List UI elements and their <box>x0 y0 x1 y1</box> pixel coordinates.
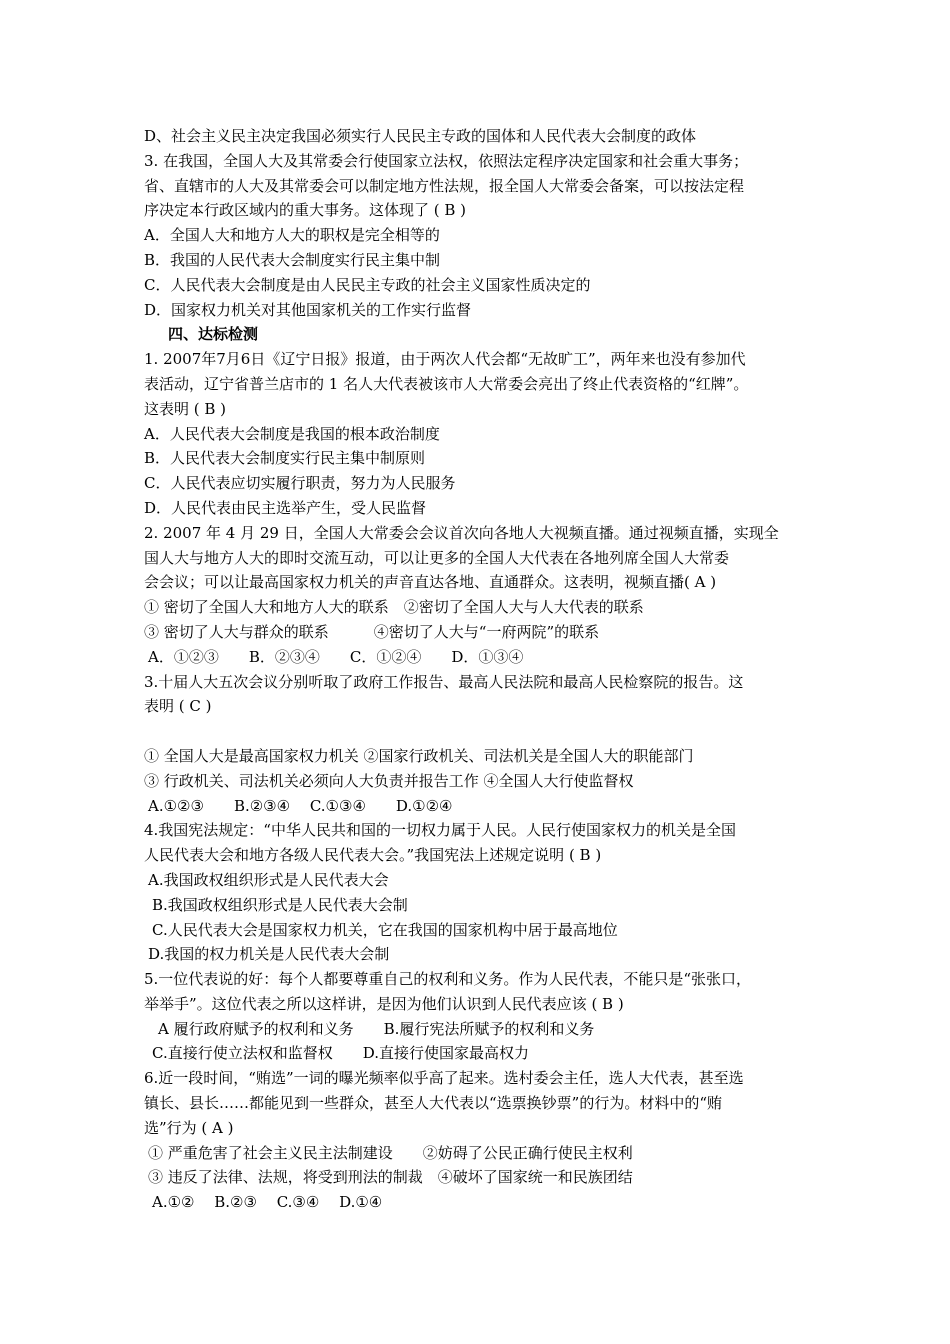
question-6-line: 选”行为 ( A ) <box>144 1118 234 1137</box>
question-2-statement: ③ 密切了人大与群众的联系 ④密切了人大与“一府两院”的联系 <box>144 622 600 641</box>
question-2-line: 国人大与地方人大的即时交流互动，可以让更多的全国人大代表在各地列席全国人大常委 <box>144 548 730 567</box>
section-title: 四、达标检测 <box>168 325 259 344</box>
question-5-options: A 履行政府赋予的权利和义务 B.履行宪法所赋予的权利和义务 <box>158 1019 595 1038</box>
question-6-statement: ③ 违反了法律、法规，将受到刑法的制裁 ④破坏了国家统一和民族团结 <box>148 1168 633 1187</box>
question-line: 3. 在我国，全国人大及其常委会行使国家立法权，依照法定程序决定国家和社会重大事务； <box>144 151 749 170</box>
question-1-line: 1. 2007年7月6日《辽宁日报》报道，由于两次人代会都“无故旷工”，两年来也没有参加代 <box>144 350 746 369</box>
question-2-line: 会会议；可以让最高国家权力机关的声音直达各地、直通群众。这表明，视频直播( A ) <box>144 573 717 592</box>
question-4-option: D.我国的权力机关是人民代表大会制 <box>148 945 390 964</box>
question-4-line: 4.我国宪法规定：“中华人民共和国的一切权力属于人民。人民行使国家权力的机关是全国 <box>144 821 736 840</box>
question-1-option: D．人民代表由民主选举产生，受人民监督 <box>144 498 427 517</box>
question-6-line: 镇长、县长……都能见到一些群众，甚至人大代表以“选票换钞票”的行为。材料中的“贿 <box>144 1094 723 1113</box>
question-line: 省、直辖市的人大及其常委会可以制定地方性法规，报全国人大常委会备案，可以按法定程 <box>144 176 745 195</box>
question-6-line: 6.近一段时间，“贿选”一词的曝光频率似乎高了起来。选村委会主任，选人大代表，甚至选 <box>144 1069 744 1088</box>
option-line: C．人民代表大会制度是由人民民主专政的社会主义国家性质决定的 <box>144 275 591 294</box>
option-line: B．我国的人民代表大会制度实行民主集中制 <box>144 250 441 269</box>
question-3-options: A.①②③ B.②③④ C.①③④ D.①②④ <box>148 796 453 815</box>
question-3-line: 表明 ( C ) <box>144 697 212 716</box>
option-line: D、社会主义民主决定我国必须实行人民民主专政的国体和人民代表大会制度的政体 <box>144 127 697 145</box>
question-4-line: 人民代表大会和地方各级人民代表大会。”我国宪法上述规定说明 ( B ) <box>144 846 602 865</box>
question-1-option: A．人民代表大会制度是我国的根本政治制度 <box>144 424 440 443</box>
question-6-options: A.①② B.②③ C.③④ D.①④ <box>152 1193 383 1212</box>
question-5-line: 举举手”。这位代表之所以这样讲，是因为他们认识到人民代表应该 ( B ) <box>144 994 624 1013</box>
question-4-option: B.我国政权组织形式是人民代表大会制 <box>152 895 408 914</box>
question-6-statement: ① 严重危害了社会主义民主法制建设 ②妨碍了公民正确行使民主权利 <box>148 1143 633 1162</box>
question-4-option: C.人民代表大会是国家权力机关，它在我国的国家机构中居于最高地位 <box>152 920 618 939</box>
question-2-options: A．①②③ B．②③④ C．①②④ D．①③④ <box>148 647 524 666</box>
question-3-line: 3.十届人大五次会议分别听取了政府工作报告、最高人民法院和最高人民检察院的报告。这 <box>144 672 744 691</box>
question-2-statement: ① 密切了全国人大和地方人大的联系 ②密切了全国人大与人大代表的联系 <box>144 598 644 617</box>
question-2-line: 2. 2007 年 4 月 29 日，全国人大常委会会议首次向各地人大视频直播。通过视频直播，实现全 <box>144 523 779 542</box>
question-4-option: A.我国政权组织形式是人民代表大会 <box>148 870 389 889</box>
question-5-line: 5.一位代表说的好：每个人都要尊重自己的权利和义务。作为人民代表，不能只是“张张口， <box>144 970 751 989</box>
option-line: A．全国人大和地方人大的职权是完全相等的 <box>144 226 440 245</box>
blank-line <box>144 719 834 744</box>
document-page <box>144 124 834 1215</box>
option-line: D．国家权力机关对其他国家机关的工作实行监督 <box>144 300 472 319</box>
question-3-statement: ① 全国人大是最高国家权力机关 ②国家行政机关、司法机关是全国人大的职能部门 <box>144 746 694 765</box>
question-5-options: C.直接行使立法权和监督权 D.直接行使国家最高权力 <box>152 1044 529 1063</box>
question-1-line: 这表明 ( B ) <box>144 399 227 418</box>
question-1-line: 表活动，辽宁省普兰店市的 1 名人大代表被该市人大常委会亮出了终止代表资格的“红牌”。 <box>144 374 749 393</box>
question-1-option: C．人民代表应切实履行职责，努力为人民服务 <box>144 474 456 493</box>
question-line: 序决定本行政区域内的重大事务。这体现了 ( B ) <box>144 201 467 220</box>
question-3-statement: ③ 行政机关、司法机关必须向人大负责并报告工作 ④全国人大行使监督权 <box>144 771 634 790</box>
question-1-option: B．人民代表大会制度实行民主集中制原则 <box>144 449 426 468</box>
